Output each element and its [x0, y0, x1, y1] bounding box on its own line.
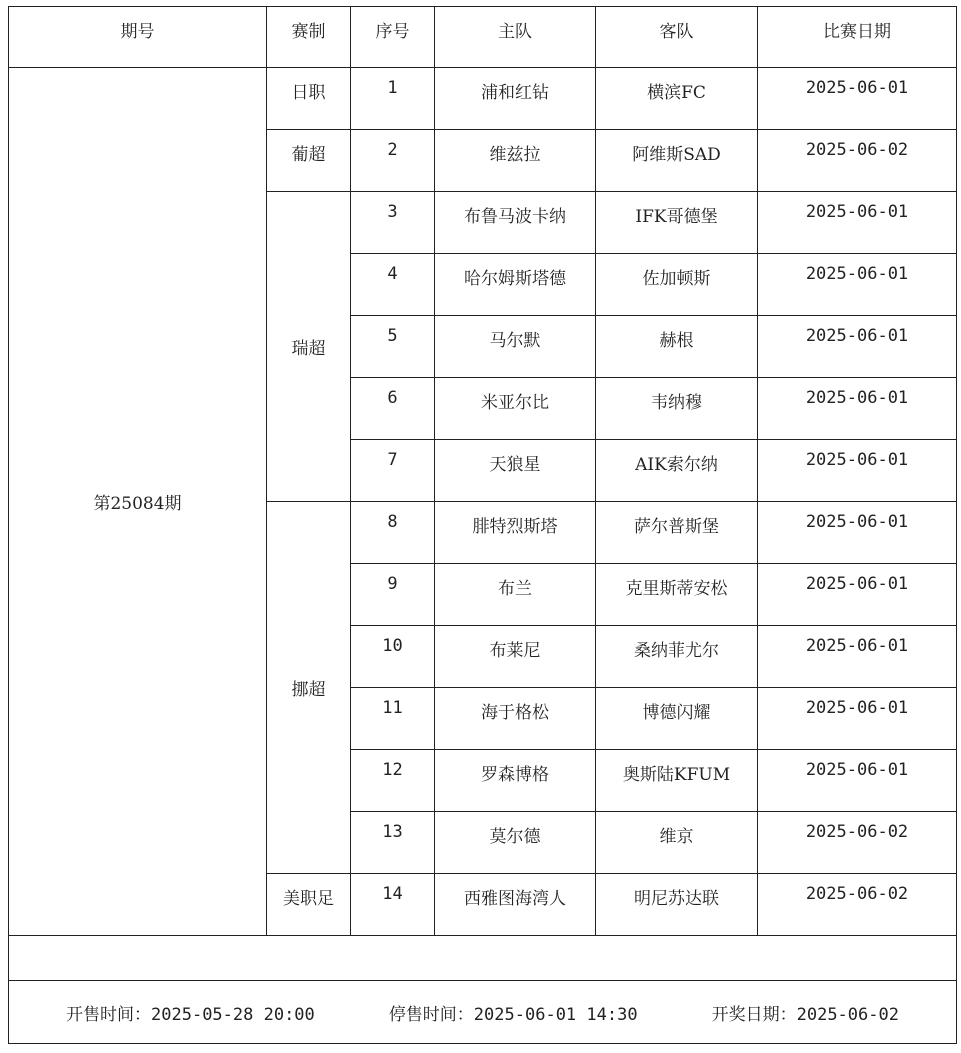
header-home-team: 主队 [435, 7, 596, 68]
row-number: 4 [351, 254, 435, 316]
footer-cell [9, 981, 957, 1044]
away-team: 韦纳穆 [596, 378, 758, 440]
row-number: 6 [351, 378, 435, 440]
league-cell: 美职足 [267, 874, 351, 936]
row-number: 7 [351, 440, 435, 502]
issue-cell: 第25084期 [9, 68, 267, 936]
row-number: 11 [351, 688, 435, 750]
sale-info [9, 1000, 956, 1025]
home-team: 浦和红钻 [435, 68, 596, 130]
home-team: 海于格松 [435, 688, 596, 750]
header-issue: 期号 [9, 7, 267, 68]
header-away-team: 客队 [596, 7, 758, 68]
away-team: 阿维斯SAD [596, 130, 758, 192]
match-schedule-table [8, 6, 957, 1044]
away-team: 赫根 [596, 316, 758, 378]
home-team: 布莱尼 [435, 626, 596, 688]
header-number: 序号 [351, 7, 435, 68]
row-number: 9 [351, 564, 435, 626]
match-date: 2025-06-01 [758, 254, 957, 316]
header-match-date: 比赛日期 [758, 7, 957, 68]
footer-row [9, 981, 957, 1044]
away-team: IFK哥德堡 [596, 192, 758, 254]
draw-date: 开奖日期：2025-06-02 [711, 1004, 899, 1025]
home-team: 莫尔德 [435, 812, 596, 874]
home-team: 维兹拉 [435, 130, 596, 192]
row-number: 10 [351, 626, 435, 688]
away-team: 克里斯蒂安松 [596, 564, 758, 626]
sale-start-time: 开售时间：2025-05-28 20:00 [66, 1004, 315, 1025]
away-team: 横滨FC [596, 68, 758, 130]
row-number: 8 [351, 502, 435, 564]
row-number: 3 [351, 192, 435, 254]
away-team: 博德闪耀 [596, 688, 758, 750]
away-team: AIK索尔纳 [596, 440, 758, 502]
match-date: 2025-06-02 [758, 812, 957, 874]
row-number: 13 [351, 812, 435, 874]
away-team: 奥斯陆KFUM [596, 750, 758, 812]
league-cell: 瑞超 [267, 192, 351, 502]
match-date: 2025-06-02 [758, 874, 957, 936]
away-team: 明尼苏达联 [596, 874, 758, 936]
match-date: 2025-06-01 [758, 316, 957, 378]
away-team: 桑纳菲尤尔 [596, 626, 758, 688]
home-team: 罗森博格 [435, 750, 596, 812]
home-team: 米亚尔比 [435, 378, 596, 440]
blank-row [9, 936, 957, 981]
match-date: 2025-06-01 [758, 440, 957, 502]
blank-cell [9, 936, 957, 981]
row-number: 5 [351, 316, 435, 378]
match-date: 2025-06-01 [758, 192, 957, 254]
home-team: 天狼星 [435, 440, 596, 502]
home-team: 哈尔姆斯塔德 [435, 254, 596, 316]
row-number: 2 [351, 130, 435, 192]
league-cell: 挪超 [267, 502, 351, 874]
league-cell: 日职 [267, 68, 351, 130]
league-cell: 葡超 [267, 130, 351, 192]
match-date: 2025-06-01 [758, 626, 957, 688]
home-team: 西雅图海湾人 [435, 874, 596, 936]
match-date: 2025-06-01 [758, 750, 957, 812]
table-row [9, 68, 957, 130]
home-team: 布兰 [435, 564, 596, 626]
match-date: 2025-06-01 [758, 68, 957, 130]
home-team: 布鲁马波卡纳 [435, 192, 596, 254]
match-date: 2025-06-02 [758, 130, 957, 192]
header-row [9, 7, 957, 68]
row-number: 12 [351, 750, 435, 812]
row-number: 1 [351, 68, 435, 130]
home-team: 马尔默 [435, 316, 596, 378]
match-date: 2025-06-01 [758, 378, 957, 440]
header-league: 赛制 [267, 7, 351, 68]
match-date: 2025-06-01 [758, 502, 957, 564]
home-team: 腓特烈斯塔 [435, 502, 596, 564]
away-team: 维京 [596, 812, 758, 874]
away-team: 萨尔普斯堡 [596, 502, 758, 564]
row-number: 14 [351, 874, 435, 936]
sale-stop-time: 停售时间：2025-06-01 14:30 [388, 1004, 638, 1025]
away-team: 佐加顿斯 [596, 254, 758, 316]
match-date: 2025-06-01 [758, 688, 957, 750]
match-date: 2025-06-01 [758, 564, 957, 626]
